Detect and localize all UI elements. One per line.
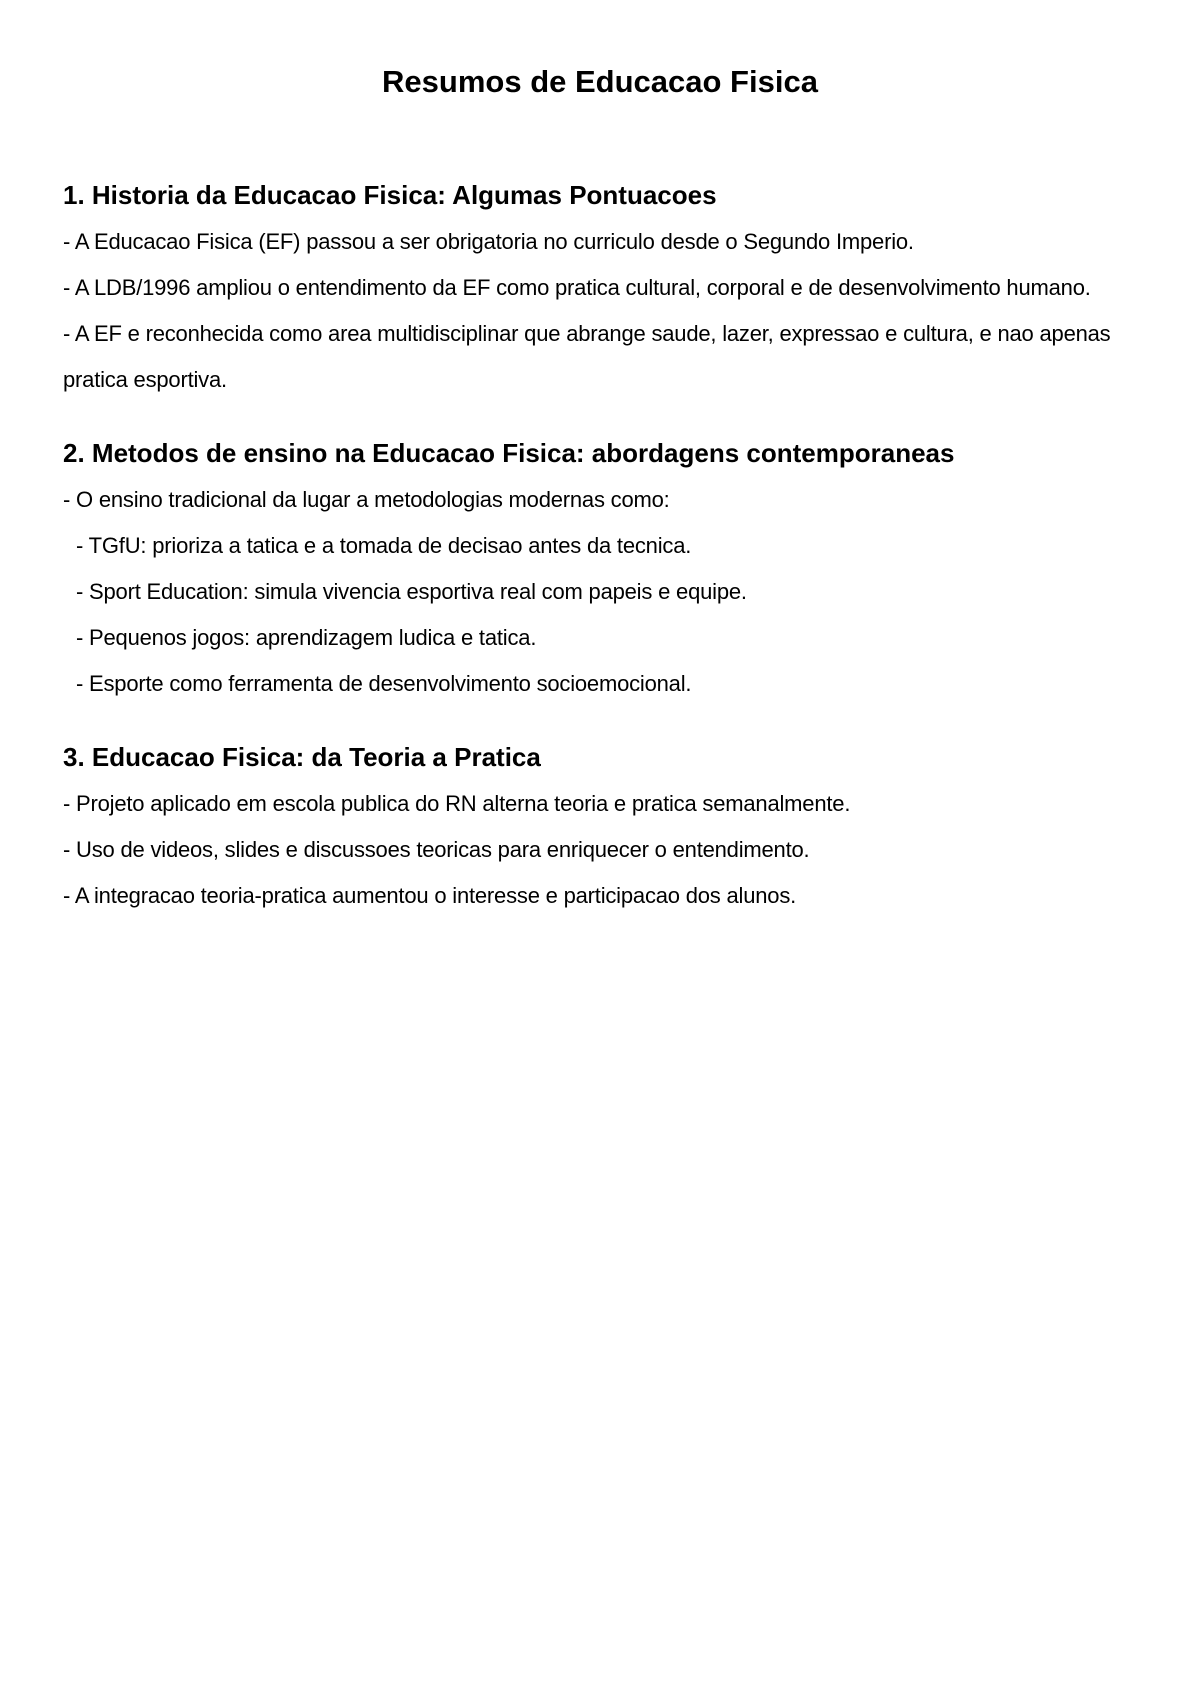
list-item: - A LDB/1996 ampliou o entendimento da EF como pratica cultural, corporal e de desenvolvimento humano. [63,275,1091,300]
list-item: - A integracao teoria-pratica aumentou o interesse e participacao dos alunos. [63,883,797,908]
section-heading: 2. Metodos de ensino na Educacao Fisica: abordagens contemporaneas [63,438,955,468]
sub-list-item: - Esporte como ferramenta de desenvolvimento socioemocional. [76,671,692,696]
section-heading: 1. Historia da Educacao Fisica: Algumas Pontuacoes [63,180,717,210]
list-item: - Uso de videos, slides e discussoes teoricas para enriquecer o entendimento. [63,837,810,862]
list-item: - Projeto aplicado em escola publica do RN alterna teoria e pratica semanalmente. [63,791,851,816]
section-metodos [63,436,1153,707]
section-heading: 3. Educacao Fisica: da Teoria a Pratica [63,742,541,772]
list-item: - O ensino tradicional da lugar a metodologias modernas como: [63,487,670,512]
sub-list-item: - Pequenos jogos: aprendizagem ludica e tatica. [76,625,537,650]
sub-list-item: - TGfU: prioriza a tatica e a tomada de decisao antes da tecnica. [76,533,692,558]
list-item: - A Educacao Fisica (EF) passou a ser obrigatoria no curriculo desde o Segundo Imperio. [63,229,914,254]
section-historia [63,178,1153,403]
list-item: - A EF e reconhecida como area multidisciplinar que abrange saude, lazer, expressao e cultura, e nao apenas pratica esportiva. [63,321,1111,392]
sub-list-item: - Sport Education: simula vivencia esportiva real com papeis e equipe. [76,579,747,604]
document-title: Resumos de Educacao Fisica [382,64,818,99]
section-teoria-pratica [63,740,1153,919]
document-body [63,178,1153,952]
